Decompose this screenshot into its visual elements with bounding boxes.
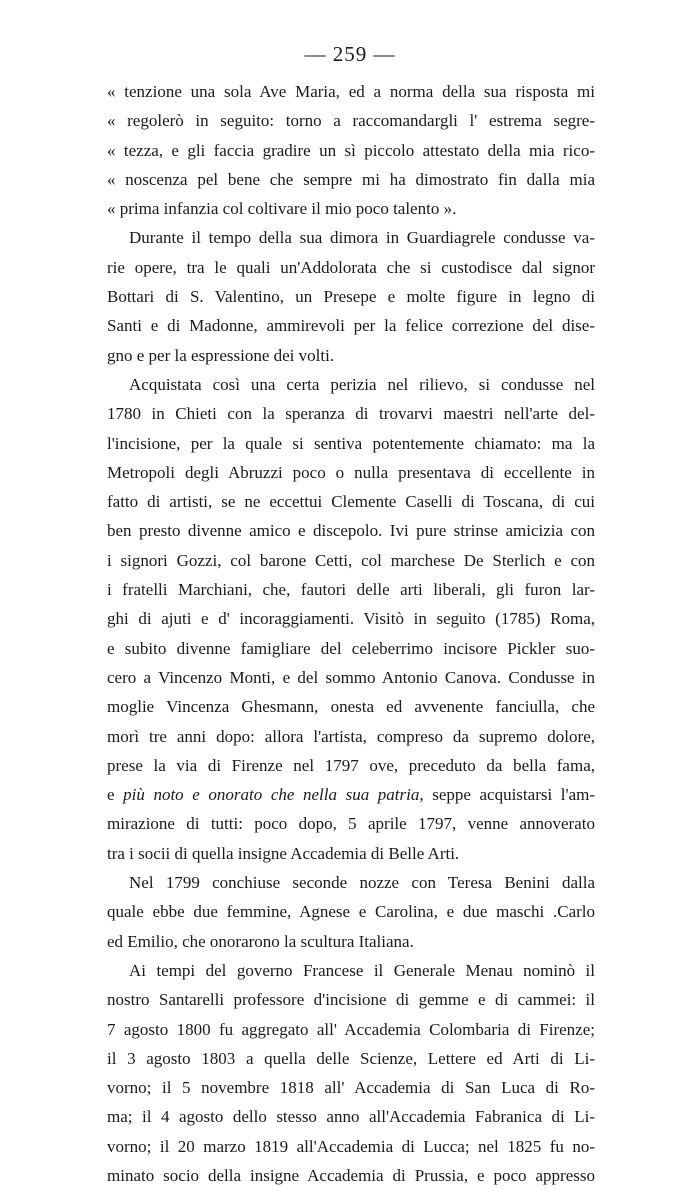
page-number: — 259 — [304, 42, 396, 66]
text-line: rie opere, tra le quali un'Addolorata che si custodisce dal signor [107, 257, 595, 277]
text-line: fatto di artisti, se ne eccettui Clemente Caselli di Toscana, di cui [107, 492, 595, 512]
text-line: quale ebbe due femmine, Agnese e Carolina, e due maschi .Carlo [107, 902, 595, 922]
italic-phrase: più noto e onorato che nella sua patria [123, 785, 420, 805]
text-line: « noscenza pel bene che sempre mi ha dimostrato fin dalla mia [107, 169, 595, 189]
text-line: 1780 in Chieti con la speranza di trovarvi maestri nell'arte del- [107, 404, 595, 424]
text-line: ma; il 4 agosto dello stesso anno all'Accademia Fabranica di Li- [107, 1107, 595, 1127]
text-line: Nel 1799 conchiuse seconde nozze con Teresa Benini dalla [129, 873, 595, 893]
text-line: e subito divenne famigliare del celeberrimo incisore Pickler suo- [107, 638, 595, 658]
text-line: cero a Vincenzo Monti, e del sommo Antonio Canova. Condusse in [107, 667, 595, 687]
text-line: « regolerò in seguito: torno a raccomandargli l' estrema segre- [107, 111, 595, 131]
text-line: gno e per la espressione dei volti. [107, 345, 335, 365]
text-line: Santi e di Madonne, ammirevoli per la felice correzione del dise- [107, 316, 595, 336]
text-line: Bottari di S. Valentino, un Presepe e molte figure in legno di [107, 287, 595, 307]
text-segment: e [107, 785, 124, 805]
text-line: minato socio della insigne Accademia di Prussia, e poco appresso [107, 1165, 595, 1185]
text-line: Acquistata così una certa perizia nel rilievo, si condusse nel [129, 374, 595, 394]
text-line: vorno; il 20 marzo 1819 all'Accademia di Lucca; nel 1825 fu no- [107, 1136, 595, 1156]
text-segment: , seppe acquistarsi l'am- [419, 785, 595, 805]
text-line: Durante il tempo della sua dimora in Guardiagrele condusse va- [129, 228, 595, 248]
text-line: 7 agosto 1800 fu aggregato all' Accademia Colombaria di Firenze; [107, 1019, 595, 1039]
text-line: ben presto divenne amico e discepolo. Ivi pure strinse amicizia con [107, 521, 595, 541]
text-line: nostro Santarelli professore d'incisione di gemme e di cammei: il [107, 990, 595, 1010]
text-line: moglie Vincenza Ghesmann, onesta ed avvenente fanciulla, che [107, 697, 595, 717]
text-line: i signori Gozzi, col barone Cetti, col marchese De Sterlich e con [107, 550, 595, 570]
text-line: « tezza, e gli faccia gradire un sì piccolo attestato della mia rico- [107, 140, 595, 160]
text-line: l'incisione, per la quale si sentiva potentemente chiamato: ma la [107, 433, 595, 453]
text-line: tra i socii di quella insigne Accademia di Belle Arti. [107, 843, 460, 863]
text-line: mirazione di tutti: poco dopo, 5 aprile 1797, venne annoverato [107, 814, 595, 834]
text-line: il 3 agosto 1803 a quella delle Scienze, Lettere ed Arti di Li- [107, 1048, 595, 1068]
text-line: « tenzione una sola Ave Maria, ed a norma della sua risposta mi [107, 82, 595, 101]
text-line: ed Emilio, che onorarono la scultura Italiana. [107, 931, 414, 951]
text-line: morì tre anni dopo: allora l'artista, compreso da supremo dolore, [107, 726, 595, 746]
text-line: ghi di ajuti e d' incoraggiamenti. Visitò in seguito (1785) Roma, [107, 609, 595, 629]
text-line [107, 780, 595, 809]
text-line: prese la via di Firenze nel 1797 ove, preceduto da bella fama, [107, 755, 595, 775]
text-line: Metropoli degli Abruzzi poco o nulla presentava di eccellente in [107, 462, 595, 482]
text-line: Ai tempi del governo Francese il Generale Menau nominò il [129, 960, 595, 980]
text-line: « prima infanzia col coltivare il mio poco talento ». [107, 199, 457, 219]
text-line: i fratelli Marchiani, che, fautori delle arti liberali, gli furon lar- [107, 580, 595, 600]
text-line: vorno; il 5 novembre 1818 all' Accademia di San Luca di Ro- [107, 1078, 595, 1098]
body-text [107, 77, 595, 1190]
